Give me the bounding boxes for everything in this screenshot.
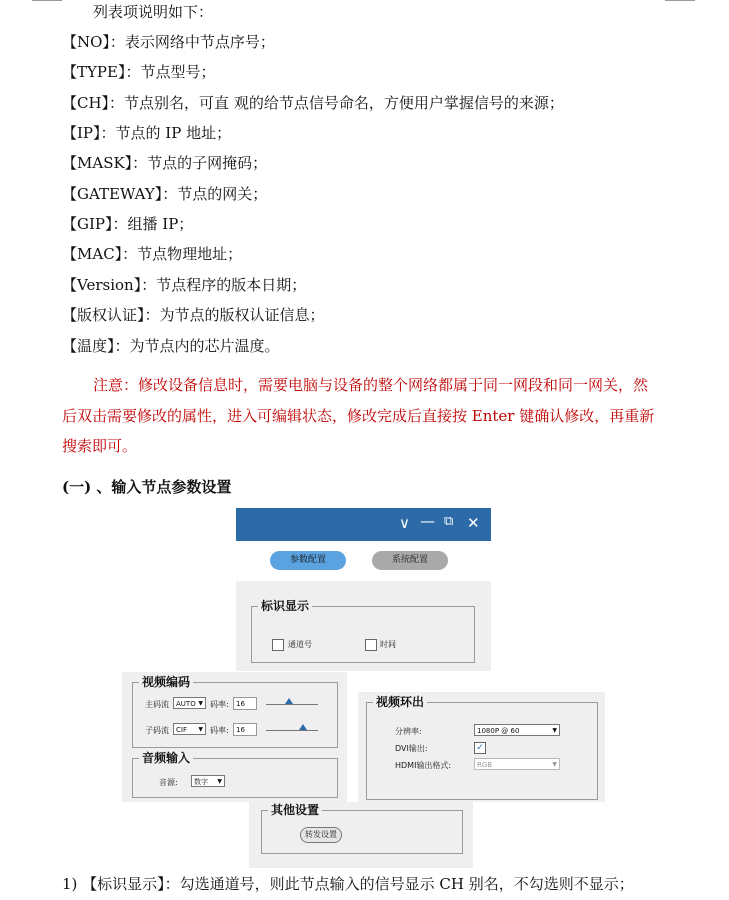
config-window xyxy=(236,508,491,671)
channel-checkbox[interactable] xyxy=(272,639,284,651)
chevron-down-icon: ▼ xyxy=(198,726,203,733)
video-out-title: 视频环出 xyxy=(373,693,427,710)
time-label: 时间 xyxy=(380,640,396,649)
resolution-select[interactable] xyxy=(474,724,560,736)
audio-source-value: 数字 xyxy=(194,778,208,786)
sub-rate-slider-handle[interactable] xyxy=(299,724,307,730)
forward-settings-button[interactable]: 转发设置 xyxy=(300,827,342,843)
main-stream-select[interactable] xyxy=(173,697,206,709)
resolution-label: 分辨率: xyxy=(395,727,422,736)
encode-panel xyxy=(122,672,347,802)
hdmi-format-select[interactable] xyxy=(474,758,560,770)
tab-bar xyxy=(236,541,491,581)
sub-stream-value: CIF xyxy=(176,726,187,734)
item-type: 【TYPE】：节点型号； xyxy=(62,63,216,81)
note-line-1: 注意：修改设备信息时，需要电脑与设备的整个网络都属于同一网段和同一网关，然 xyxy=(93,376,649,394)
sub-stream-label: 子码流 xyxy=(145,726,169,735)
resolution-value: 1080P @ 60 xyxy=(477,727,520,735)
channel-label: 通道号 xyxy=(288,640,312,649)
main-rate-slider-handle[interactable] xyxy=(285,698,293,704)
note-line-2: 后双击需要修改的属性，进入可编辑状态，修改完成后直接按 Enter 键确认修改，再重新 xyxy=(62,407,655,425)
sub-stream-select[interactable] xyxy=(173,723,206,735)
item-gateway: 【GATEWAY】：节点的网关； xyxy=(62,185,268,203)
footer-line: 1) 【标识显示】：勾选通道号，则此节点输入的信号显示 CH 别名，不勾选则不显示； xyxy=(62,875,634,893)
main-stream-value: AUTO xyxy=(176,700,196,708)
minimize-icon[interactable]: — xyxy=(420,512,435,530)
sub-rate-slider-track xyxy=(266,730,318,731)
hdmi-format-label: HDMI输出格式: xyxy=(395,761,452,770)
close-icon[interactable]: ✕ xyxy=(467,514,480,532)
audio-source-select[interactable] xyxy=(191,775,225,787)
dvi-output-checkbox[interactable] xyxy=(474,742,486,754)
audio-input-group xyxy=(132,751,338,798)
time-checkbox[interactable] xyxy=(365,639,377,651)
main-rate-input[interactable]: 16 xyxy=(233,697,257,710)
sub-rate-label: 码率: xyxy=(210,726,229,735)
other-settings-group xyxy=(261,803,463,854)
chevron-down-icon: ▼ xyxy=(552,727,557,734)
window-titlebar xyxy=(236,508,491,541)
chevron-down-icon: ▼ xyxy=(552,761,557,768)
intro-line: 列表项说明如下： xyxy=(93,3,214,21)
dvi-output-label: DVI输出: xyxy=(395,744,428,753)
item-ip: 【IP】：节点的 IP 地址； xyxy=(62,124,232,142)
video-encode-group xyxy=(132,675,338,748)
note-line-3: 搜索即可。 xyxy=(62,437,138,455)
item-mac: 【MAC】：节点物理地址； xyxy=(62,245,243,263)
sub-rate-input[interactable]: 16 xyxy=(233,723,257,736)
ident-display-title: 标识显示 xyxy=(258,597,312,614)
other-settings-panel xyxy=(249,802,473,868)
check-icon: ✓ xyxy=(476,743,484,753)
item-copyright: 【版权认证】：为节点的版权认证信息； xyxy=(62,306,325,324)
collapse-icon[interactable]: ∨ xyxy=(399,514,410,532)
item-ch: 【CH】：节点别名，可直 观的给节点信号命名，方便用户掌握信号的来源； xyxy=(62,94,564,112)
page-corner-mark-right xyxy=(665,0,695,1)
main-rate-label: 码率: xyxy=(210,700,229,709)
chevron-down-icon: ▼ xyxy=(217,778,222,785)
video-encode-title: 视频编码 xyxy=(139,673,193,690)
tab-system-config[interactable]: 系统配置 xyxy=(372,551,448,570)
video-out-panel xyxy=(358,692,605,802)
main-rate-slider-track xyxy=(266,704,318,705)
main-stream-label: 主码流 xyxy=(145,700,169,709)
item-temperature: 【温度】：为节点内的芯片温度。 xyxy=(62,337,280,355)
item-mask: 【MASK】：节点的子网掩码； xyxy=(62,154,268,172)
section-heading: (一) 、输入节点参数设置 xyxy=(62,478,232,496)
tab-params-config[interactable]: 参数配置 xyxy=(270,551,346,570)
item-gip: 【GIP】：组播 IP； xyxy=(62,215,194,233)
chevron-down-icon: ▼ xyxy=(198,700,203,707)
hdmi-format-value: RGB xyxy=(477,761,493,769)
page-corner-mark-left xyxy=(32,0,62,1)
item-no: 【NO】：表示网络中节点序号； xyxy=(62,33,275,51)
audio-source-label: 音源: xyxy=(159,778,178,787)
restore-icon[interactable]: ⧉ xyxy=(444,514,454,529)
ident-display-group xyxy=(251,599,475,663)
item-version: 【Version】：节点程序的版本日期； xyxy=(62,276,307,294)
audio-input-title: 音频输入 xyxy=(139,749,193,766)
other-settings-title: 其他设置 xyxy=(268,801,322,818)
video-out-group xyxy=(366,695,598,800)
